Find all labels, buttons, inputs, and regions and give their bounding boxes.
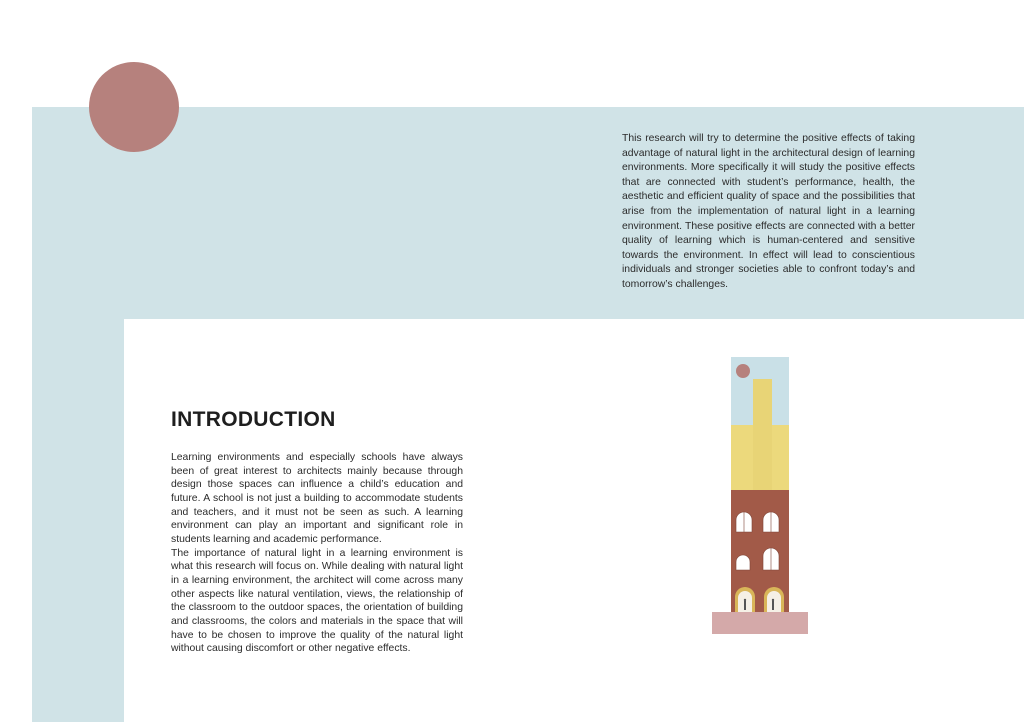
- left-color-band: [32, 319, 124, 722]
- tower-shade: [753, 379, 772, 490]
- window-icon: [736, 555, 750, 570]
- introduction-heading: INTRODUCTION: [171, 408, 336, 431]
- introduction-paragraph: Learning environments and especially schools have always been of great interest to architects mainly because through design those spaces can influence a child’s education and future. A school is not just a building to accommodate students and teachers, and it must not be seen as such. A learning environment can play an important and significant role in students learning and academic performance.: [171, 452, 463, 545]
- introduction-body: [171, 451, 463, 656]
- person-figure: [772, 601, 774, 610]
- abstract-text: This research will try to determine the positive effects of taking advantage of natural light in the architectural design of learning environments. More specifically it will study the positive effects that are connected with student’s performance, health, the aesthetic and efficient quality of space and the possibilities that arise from the implementation of natural light in a learning environment. These positive effects are connected with a better quality of learning which is human-centered and sensitive towards the environment. In effect will lead to conscientious individuals and stronger societies able to confront today’s and tomorrow’s challenges.: [622, 133, 915, 290]
- decorative-circle: [89, 62, 179, 152]
- introduction-paragraph: The importance of natural light in a learning environment is what this research will focus on. While dealing with natural light in a learning environment, the architect will come across many other aspects like natural ventilation, views, the relationship of the classroom to the outdoor spaces, the orientation of building and classrooms, the colors and materials in the space that will have to be chosen to improve the quality of the natural light without causing discomfort or other negative effects.: [171, 547, 463, 655]
- building-section-illustration: [710, 357, 810, 637]
- sun-circle: [736, 364, 750, 378]
- person-figure: [744, 601, 746, 610]
